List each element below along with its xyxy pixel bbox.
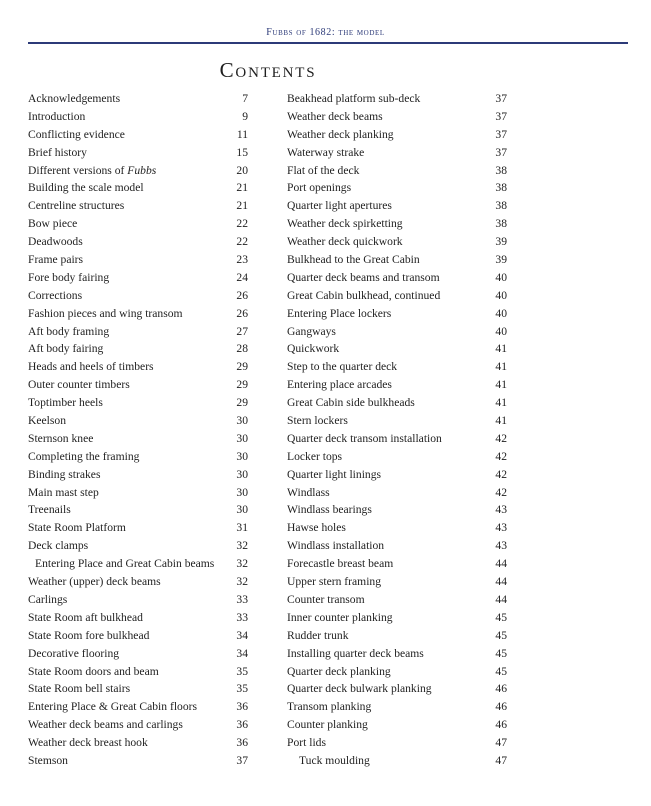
toc-entry-page: 37	[495, 92, 507, 105]
toc-entry-page: 46	[495, 718, 507, 732]
toc-entry-page: 45	[495, 610, 507, 624]
toc-entry-page: 7	[242, 92, 248, 105]
toc-entry-page: 37	[495, 109, 507, 123]
toc-entry-page: 40	[495, 306, 507, 320]
toc-entry	[287, 645, 507, 663]
toc-entry-title: Fore body fairing	[28, 270, 110, 284]
toc-entry-page: 15	[236, 145, 248, 159]
toc-column-left	[28, 90, 248, 770]
toc-entry-page: 28	[236, 342, 248, 356]
toc-entry	[28, 734, 248, 752]
toc-entry-page: 39	[495, 235, 507, 249]
toc-entry-title: Quarter deck planking	[287, 664, 391, 678]
toc-entry-page: 44	[495, 592, 507, 606]
toc-entry	[287, 323, 507, 341]
toc-entry	[287, 233, 507, 251]
toc-entry-title: Carlings	[28, 592, 68, 606]
toc-entry-page: 41	[495, 396, 507, 410]
toc-entry-page: 11	[236, 127, 248, 141]
toc-entry	[28, 287, 248, 305]
toc-entry-page: 22	[236, 235, 248, 249]
toc-entry-page: 42	[495, 467, 507, 481]
toc-entry-page: 31	[236, 521, 248, 535]
toc-entry-page: 45	[495, 646, 507, 660]
toc-entry-title: Upper stern framing	[287, 575, 382, 589]
toc-entry-title	[28, 162, 156, 180]
toc-entry-title: Counter transom	[287, 592, 365, 606]
toc-entry-title: Quickwork	[287, 342, 340, 356]
toc-entry-title: Deck clamps	[28, 539, 89, 553]
toc-entry-title: Treenails	[28, 503, 71, 517]
toc-entry-page: 30	[236, 503, 248, 517]
toc-entry	[287, 162, 507, 180]
toc-entry-title: Transom planking	[287, 700, 372, 714]
toc-entry	[28, 108, 248, 126]
toc-entry-page: 44	[495, 557, 507, 571]
toc-entry	[28, 645, 248, 663]
toc-entry-title: Weather deck quickwork	[287, 235, 403, 249]
toc-entry-title: Frame pairs	[28, 253, 84, 267]
toc-entry-title: Quarter deck transom installation	[287, 431, 442, 445]
toc-entry-title: State Room fore bulkhead	[28, 628, 150, 642]
toc-entry-page: 23	[236, 253, 248, 267]
toc-entry-title: Corrections	[28, 288, 83, 302]
toc-entry-title: Weather deck beams	[287, 109, 383, 123]
toc-entry-page: 35	[236, 682, 248, 696]
toc-entry-page: 33	[236, 592, 248, 606]
toc-entry	[287, 627, 507, 645]
toc-entry	[287, 197, 507, 215]
toc-entry	[287, 448, 507, 466]
toc-entry-title: Entering place arcades	[287, 378, 392, 392]
toc-entry-page: 32	[236, 575, 248, 589]
toc-entry	[28, 162, 248, 180]
toc-entry-page: 41	[495, 414, 507, 428]
toc-entry-title: Gangways	[287, 324, 336, 338]
toc-entry	[28, 394, 248, 412]
toc-entry-page: 37	[495, 127, 507, 141]
toc-entry	[287, 591, 507, 609]
toc-entry-title: State Room Platform	[28, 521, 126, 535]
toc-entry	[28, 555, 248, 573]
toc-entry-title: Completing the framing	[28, 449, 140, 463]
toc-entry	[28, 466, 248, 484]
toc-entry-page: 42	[495, 449, 507, 463]
toc-entry-page: 30	[236, 485, 248, 499]
toc-entry	[287, 90, 507, 108]
toc-entry-page: 38	[495, 199, 507, 213]
toc-entry	[28, 340, 248, 358]
toc-entry-title: Conflicting evidence	[28, 127, 125, 141]
toc-entry	[28, 430, 248, 448]
toc-entry	[287, 609, 507, 627]
toc-entry-page: 36	[236, 700, 248, 714]
toc-entry	[28, 144, 248, 162]
toc-entry-title: Outer counter timbers	[28, 378, 130, 392]
toc-entry-title: Building the scale model	[28, 181, 144, 195]
toc-entry-page: 30	[236, 414, 248, 428]
toc-entry-title: Step to the quarter deck	[287, 360, 398, 374]
toc-entry-page: 32	[236, 539, 248, 553]
toc-entry	[287, 144, 507, 162]
toc-entry-page: 40	[495, 270, 507, 284]
toc-entry-page: 40	[495, 324, 507, 338]
toc-entry-page: 32	[236, 557, 248, 571]
running-header: Fubbs of 1682: the model	[266, 27, 385, 38]
toc-entry-title: Flat of the deck	[287, 163, 360, 177]
toc-entry	[287, 555, 507, 573]
toc-entry-title: Bow piece	[28, 217, 78, 231]
toc-entry-page: 47	[495, 736, 507, 750]
toc-entry	[28, 627, 248, 645]
toc-entry-page: 41	[495, 342, 507, 356]
toc-entry-title: Keelson	[28, 414, 66, 428]
toc-entry-page: 22	[236, 217, 248, 231]
toc-entry-page: 26	[236, 288, 248, 302]
toc-entry-title: Windlass installation	[287, 539, 385, 553]
toc-entry-title: Waterway strake	[287, 145, 365, 159]
toc-entry-page: 36	[236, 736, 248, 750]
toc-entry	[287, 376, 507, 394]
toc-entry-title: State Room bell stairs	[28, 682, 131, 696]
toc-entry	[28, 591, 248, 609]
toc-entry	[28, 448, 248, 466]
toc-entry	[28, 358, 248, 376]
toc-entry-title: Entering Place & Great Cabin floors	[28, 700, 198, 714]
toc-entry-page: 35	[236, 664, 248, 678]
toc-entry-title: Beakhead platform sub-deck	[287, 92, 421, 105]
toc-entry-title: Entering Place and Great Cabin beams	[35, 557, 215, 571]
toc-entry-title: Quarter deck bulwark planking	[287, 682, 432, 696]
toc-entry	[287, 305, 507, 323]
toc-entry-page: 30	[236, 431, 248, 445]
toc-entry-title: Port openings	[287, 181, 352, 195]
page-title: Contents	[219, 58, 317, 82]
toc-entry-title-text: Different versions of	[28, 163, 128, 177]
toc-entry	[287, 484, 507, 502]
toc-entry	[287, 269, 507, 287]
toc-entry-page: 29	[236, 378, 248, 392]
toc-entry-page: 27	[236, 324, 248, 338]
toc-entry-title: State Room aft bulkhead	[28, 610, 143, 624]
toc-entry-title: Stemson	[28, 753, 68, 767]
toc-entry-title: Acknowledgements	[28, 92, 121, 105]
toc-entry-title: Quarter light apertures	[287, 199, 392, 213]
toc-entry	[287, 573, 507, 591]
toc-entry	[28, 680, 248, 698]
toc-entry	[287, 179, 507, 197]
toc-entry-page: 46	[495, 700, 507, 714]
toc-entry-page: 43	[495, 539, 507, 553]
toc-entry-title: Forecastle breast beam	[287, 557, 394, 571]
toc-column-right	[287, 90, 507, 770]
toc-entry-page: 37	[236, 753, 248, 767]
toc-entry	[28, 752, 248, 770]
toc-entry-title: Weather (upper) deck beams	[28, 575, 161, 589]
toc-entry	[287, 430, 507, 448]
toc-entry	[28, 179, 248, 197]
toc-entry-page: 42	[495, 431, 507, 445]
toc-entry-title: Binding strakes	[28, 467, 101, 481]
toc-entry-title: Heads and heels of timbers	[28, 360, 154, 374]
toc-entry-title: Locker tops	[287, 449, 343, 463]
toc-entry	[287, 519, 507, 537]
toc-entry	[28, 323, 248, 341]
toc-entry-title: Hawse holes	[287, 521, 346, 535]
toc-entry	[287, 716, 507, 734]
toc-entry-page: 21	[236, 199, 248, 213]
header-rule	[28, 42, 628, 44]
toc-entry	[287, 734, 507, 752]
toc-entry-title: Weather deck spirketting	[287, 217, 403, 231]
toc-entry-page: 21	[236, 181, 248, 195]
toc-entry-title: Entering Place lockers	[287, 306, 392, 320]
toc-entry	[28, 90, 248, 108]
toc-entry	[287, 340, 507, 358]
toc-entry-title: State Room doors and beam	[28, 664, 159, 678]
toc-entry	[28, 233, 248, 251]
toc-entry-title: Aft body fairing	[28, 342, 104, 356]
toc-entry	[287, 215, 507, 233]
toc-entry-title: Quarter deck beams and transom	[287, 270, 440, 284]
toc-entry-title: Weather deck beams and carlings	[28, 718, 183, 732]
toc-entry-page: 45	[495, 664, 507, 678]
toc-entry	[28, 609, 248, 627]
toc-entry-page: 36	[236, 718, 248, 732]
toc-entry-page: 38	[495, 217, 507, 231]
toc-entry-page: 41	[495, 360, 507, 374]
toc-entry-title-italic: Fubbs	[127, 163, 157, 177]
toc-entry	[28, 519, 248, 537]
toc-entry	[287, 680, 507, 698]
toc-entry-page: 34	[236, 646, 248, 660]
toc-entry-page: 40	[495, 288, 507, 302]
toc-entry-page: 44	[495, 575, 507, 589]
toc-entry	[287, 698, 507, 716]
toc-entry-page: 47	[495, 753, 507, 767]
toc-entry-title: Great Cabin bulkhead, continued	[287, 288, 441, 302]
toc-entry	[287, 108, 507, 126]
toc-entry	[287, 466, 507, 484]
toc-entry-page: 38	[495, 181, 507, 195]
toc-entry	[287, 752, 507, 770]
toc-entry-title: Decorative flooring	[28, 646, 120, 660]
toc-entry-title: Port lids	[287, 736, 326, 750]
toc-entry	[28, 376, 248, 394]
toc-entry-title: Great Cabin side bulkheads	[287, 396, 415, 410]
toc-entry	[287, 537, 507, 555]
toc-entry-title: Brief history	[28, 145, 87, 159]
toc-entry-page: 26	[236, 306, 248, 320]
toc-entry	[28, 126, 248, 144]
toc-entry	[287, 126, 507, 144]
toc-entry-title: Stern lockers	[287, 414, 348, 428]
toc-entry	[28, 573, 248, 591]
toc-entry	[28, 412, 248, 430]
toc-entry-title: Aft body framing	[28, 324, 110, 338]
toc-entry	[287, 412, 507, 430]
toc-entry	[28, 305, 248, 323]
toc-entry-title: Counter planking	[287, 718, 368, 732]
toc-entry-title: Windlass	[287, 485, 330, 499]
toc-entry-title: Quarter light linings	[287, 467, 382, 481]
toc-entry-page: 34	[236, 628, 248, 642]
toc-entry-title: Bulkhead to the Great Cabin	[287, 253, 420, 267]
toc-entry-page: 45	[495, 628, 507, 642]
toc-entry	[28, 484, 248, 502]
toc-entry-title: Sternson knee	[28, 431, 94, 445]
toc-entry-page: 9	[242, 109, 248, 123]
toc-entry	[28, 537, 248, 555]
toc-entry	[287, 251, 507, 269]
toc-entry	[28, 251, 248, 269]
toc-entry-page: 30	[236, 449, 248, 463]
toc-entry-title: Fashion pieces and wing transom	[28, 306, 183, 320]
toc-entry-page: 43	[495, 503, 507, 517]
toc-entry-title: Main mast step	[28, 485, 99, 499]
toc-entry	[28, 663, 248, 681]
toc-entry-page: 46	[495, 682, 507, 696]
toc-entry	[287, 358, 507, 376]
toc-entry-page: 33	[236, 610, 248, 624]
toc-entry	[28, 215, 248, 233]
toc-entry	[28, 501, 248, 519]
toc-entry-page: 20	[236, 163, 248, 177]
toc-entry-title: Inner counter planking	[287, 610, 393, 624]
toc-entry	[287, 501, 507, 519]
toc-entry-title: Weather deck planking	[287, 127, 394, 141]
toc-entry-title: Installing quarter deck beams	[287, 646, 424, 660]
toc-entry-page: 42	[495, 485, 507, 499]
toc-entry-title: Weather deck breast hook	[28, 736, 148, 750]
toc-entry-page: 39	[495, 253, 507, 267]
toc-entry-title: Windlass bearings	[287, 503, 372, 517]
toc-entry-page: 43	[495, 521, 507, 535]
toc-entry	[287, 287, 507, 305]
toc-entry-page: 30	[236, 467, 248, 481]
toc-entry-page: 41	[495, 378, 507, 392]
toc-entry-page: 24	[236, 270, 248, 284]
toc-entry-title: Toptimber heels	[28, 396, 103, 410]
toc-entry-title: Deadwoods	[28, 235, 83, 249]
toc-entry-title: Tuck moulding	[299, 753, 370, 767]
toc-entry-title: Introduction	[28, 109, 86, 123]
toc-entry-page: 29	[236, 360, 248, 374]
toc-entry	[28, 197, 248, 215]
toc-entry-page: 37	[495, 145, 507, 159]
toc-entry-page: 38	[495, 163, 507, 177]
toc-entry	[28, 698, 248, 716]
toc-entry-title: Centreline structures	[28, 199, 125, 213]
toc-entry-page: 29	[236, 396, 248, 410]
toc-entry	[287, 663, 507, 681]
toc-entry	[287, 394, 507, 412]
toc-entry-title: Rudder trunk	[287, 628, 349, 642]
toc-entry	[28, 269, 248, 287]
toc-entry	[28, 716, 248, 734]
